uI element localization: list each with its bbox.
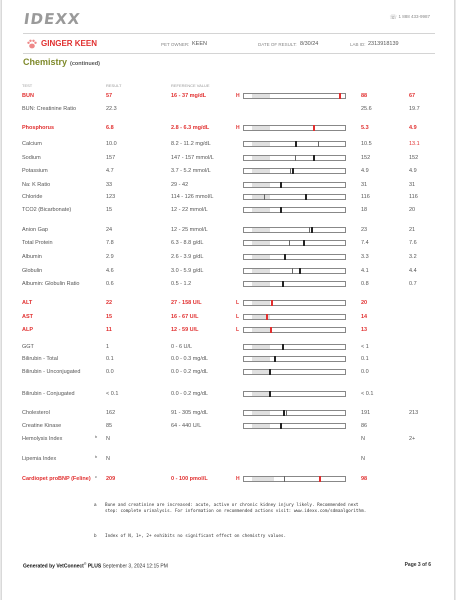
reference-range: 29 - 42 <box>171 182 189 188</box>
reference-range: 0.0 - 0.2 mg/dL <box>171 391 208 397</box>
previous-tick <box>318 141 319 147</box>
previous-result-1: 23 <box>361 227 368 233</box>
test-name: Calcium <box>22 141 42 147</box>
paw-icon <box>26 38 38 50</box>
result-value: 10.0 <box>106 141 117 147</box>
previous-result-1: 18 <box>361 207 368 213</box>
result-value: 7.8 <box>106 240 114 246</box>
result-marker <box>270 327 272 333</box>
lab-id: 2313918139 <box>368 41 399 47</box>
test-name: BUN <box>22 93 34 99</box>
result-marker <box>303 240 305 246</box>
test-name: AST <box>22 314 33 320</box>
previous-result-1: 98 <box>361 476 368 482</box>
result-value: 0.1 <box>106 356 114 362</box>
previous-result-2: 4.9 <box>409 168 417 174</box>
test-name: Potassium <box>22 168 48 174</box>
test-name: Creatine Kinase <box>22 423 62 429</box>
flag-indicator: H <box>236 476 240 482</box>
date-label: DATE OF RESULT: <box>258 42 297 47</box>
test-name: Cardiopet proBNP (Feline) <box>22 476 91 482</box>
range-bar <box>243 281 346 287</box>
result-value: 157 <box>106 155 116 161</box>
phone-icon: ☏ <box>389 15 397 21</box>
reference-range: 0 - 100 pmol/L <box>171 476 208 482</box>
result-marker <box>280 182 282 188</box>
test-name: Bilirubin - Conjugated <box>22 391 75 397</box>
range-shade <box>252 142 270 146</box>
flag-indicator: L <box>236 327 240 333</box>
range-bar <box>243 410 346 416</box>
reference-range: 8.2 - 11.2 mg/dL <box>171 141 211 147</box>
result-marker <box>269 369 271 375</box>
reference-range: 12 - 22 mmol/L <box>171 207 208 213</box>
result-value: < 0.1 <box>106 391 119 397</box>
reference-range: 16 - 67 U/L <box>171 314 199 320</box>
previous-result-1: 13 <box>361 327 368 333</box>
report-page <box>1 0 455 600</box>
result-value: 15 <box>106 314 113 320</box>
previous-result-2: 2+ <box>409 436 416 442</box>
page-number: Page 3 of 6 <box>404 562 431 568</box>
previous-result-2: 213 <box>409 410 419 416</box>
result-marker <box>282 344 284 350</box>
result-value: 1 <box>106 344 110 350</box>
range-bar <box>243 391 346 397</box>
reference-range: 0.0 - 0.2 mg/dL <box>171 369 208 375</box>
range-bar <box>243 268 346 274</box>
previous-result-1: 0.8 <box>361 281 369 287</box>
previous-result-2: 19.7 <box>409 106 420 112</box>
result-marker <box>274 356 276 362</box>
result-marker <box>269 391 271 397</box>
range-shade <box>252 126 270 130</box>
reference-range: 16 - 37 mg/dL <box>171 93 207 99</box>
phone-number: ☏1 888 433-9987 <box>389 14 430 21</box>
previous-result-2: 21 <box>409 227 416 233</box>
previous-tick <box>309 227 310 233</box>
range-shade <box>252 169 270 173</box>
previous-result-1: 0.1 <box>361 356 369 362</box>
range-shade <box>252 241 270 245</box>
reference-range: 0.0 - 0.3 mg/dL <box>171 356 208 362</box>
result-marker <box>292 168 294 174</box>
range-shade <box>252 477 274 481</box>
previous-result-1: N <box>361 436 365 442</box>
previous-result-2: 67 <box>409 93 416 99</box>
reference-range: 0 - 6 U/L <box>171 344 193 350</box>
result-value: 24 <box>106 227 113 233</box>
previous-result-2: 31 <box>409 182 416 188</box>
previous-tick <box>290 168 291 174</box>
previous-result-2: 4.4 <box>409 268 417 274</box>
previous-result-2: 4.9 <box>409 125 417 131</box>
range-bar <box>243 168 346 174</box>
range-bar <box>243 327 346 333</box>
previous-result-1: 7.4 <box>361 240 369 246</box>
range-bar <box>243 207 346 213</box>
previous-result-1: 25.6 <box>361 106 372 112</box>
result-marker <box>280 423 282 429</box>
result-value: 0.6 <box>106 281 114 287</box>
result-value: 162 <box>106 410 116 416</box>
test-name: Bilirubin - Unconjugated <box>22 369 81 375</box>
result-marker <box>305 194 307 200</box>
previous-result-1: 20 <box>361 300 368 306</box>
test-name: Albumin: Globulin Ratio <box>22 281 80 287</box>
previous-result-2: 20 <box>409 207 416 213</box>
previous-result-1: 14 <box>361 314 368 320</box>
result-value: 11 <box>106 327 112 333</box>
reference-range: 27 - 158 U/L <box>171 300 202 306</box>
range-bar <box>243 194 346 200</box>
reference-range: 114 - 126 mmol/L <box>171 194 214 200</box>
range-shade <box>252 94 270 98</box>
range-bar <box>243 182 346 188</box>
range-bar <box>243 300 346 306</box>
range-shade <box>252 255 270 259</box>
result-value: 6.8 <box>106 125 114 131</box>
result-value: 85 <box>106 423 113 429</box>
range-bar <box>243 314 346 320</box>
range-bar <box>243 227 346 233</box>
test-name: GGT <box>22 344 34 350</box>
previous-result-1: 86 <box>361 423 368 429</box>
result-value: 4.7 <box>106 168 114 174</box>
result-marker <box>295 141 297 147</box>
previous-result-1: < 1 <box>361 344 369 350</box>
test-name: Globulin <box>22 268 43 274</box>
test-name: Sodium <box>22 155 41 161</box>
result-marker <box>280 207 282 213</box>
test-name: Hemolysis Index <box>22 436 63 442</box>
result-value: 57 <box>106 93 113 99</box>
range-shade <box>252 392 270 396</box>
previous-result-1: N <box>361 456 365 462</box>
flag-indicator: L <box>236 314 240 320</box>
range-bar <box>243 369 346 375</box>
test-name: Chloride <box>22 194 43 200</box>
result-value: 209 <box>106 476 116 482</box>
reference-range: 12 - 59 U/L <box>171 327 199 333</box>
test-name: Phosphorus <box>22 125 55 131</box>
result-marker <box>266 314 268 320</box>
previous-result-1: 152 <box>361 155 371 161</box>
reference-range: 147 - 157 mmol/L <box>171 155 214 161</box>
flag-indicator: L <box>236 300 240 306</box>
result-value: N <box>106 436 110 442</box>
reference-range: 3.7 - 5.2 mmol/L <box>171 168 211 174</box>
test-name: TCO2 (Bicarbonate) <box>22 207 72 213</box>
range-bar <box>243 423 346 429</box>
range-shade <box>252 228 270 232</box>
footnote-marker: c <box>95 474 97 479</box>
previous-result-1: 191 <box>361 410 371 416</box>
result-marker <box>313 125 315 131</box>
result-marker <box>299 268 301 274</box>
flag-indicator: H <box>236 93 240 99</box>
range-bar <box>243 125 346 131</box>
patient-header <box>23 33 435 54</box>
result-value: 22 <box>106 300 113 306</box>
footnote-label: a <box>94 502 97 507</box>
result-value: 0.0 <box>106 369 114 375</box>
range-shade <box>252 195 270 199</box>
range-shade <box>252 301 270 305</box>
test-name: BUN: Creatinine Ratio <box>22 106 77 112</box>
reference-range: 2.8 - 6.3 mg/dL <box>171 125 210 131</box>
test-name: ALT <box>22 300 33 306</box>
reference-range: 6.3 - 8.8 g/dL <box>171 240 204 246</box>
result-marker <box>282 281 284 287</box>
patient-name: GINGER KEEN <box>41 39 98 48</box>
footnote-text: Index of N, 1+, 2+ exhibits no significant effect on chemistry values. <box>105 534 287 539</box>
range-bar <box>243 476 346 482</box>
footnote-label: b <box>94 533 97 538</box>
previous-tick <box>286 410 287 416</box>
range-shade <box>252 208 270 212</box>
col-reference: REFERENCE VALUE <box>171 83 210 88</box>
previous-result-1: 31 <box>361 182 368 188</box>
previous-result-1: 88 <box>361 93 368 99</box>
result-marker <box>319 476 321 482</box>
reference-range: 12 - 25 mmol/L <box>171 227 208 233</box>
flag-indicator: H <box>236 125 240 131</box>
previous-result-1: 116 <box>361 194 370 200</box>
previous-result-1: 4.9 <box>361 168 369 174</box>
previous-tick <box>292 268 293 274</box>
range-bar <box>243 240 346 246</box>
range-shade <box>252 424 270 428</box>
previous-result-1: 3.3 <box>361 254 369 260</box>
test-name: Lipemia Index <box>22 456 57 462</box>
footer-generated: Generated by VetConnect® PLUS September 3, 2024 12:15 PM <box>23 562 168 570</box>
test-name: Cholesterol <box>22 410 50 416</box>
range-bar <box>243 356 346 362</box>
previous-result-1: 0.0 <box>361 369 369 375</box>
test-name: Bilirubin - Total <box>22 356 58 362</box>
range-shade <box>252 156 270 160</box>
range-bar <box>243 254 346 260</box>
result-marker <box>311 227 313 233</box>
range-bar <box>243 344 346 350</box>
previous-result-1: 10.5 <box>361 141 372 147</box>
range-shade <box>252 370 270 374</box>
section-title: Chemistry (continued) <box>23 57 100 67</box>
range-bar <box>243 155 346 161</box>
result-value: 4.6 <box>106 268 114 274</box>
previous-tick <box>264 194 265 200</box>
previous-result-2: 116 <box>409 194 418 200</box>
result-value: 123 <box>106 194 116 200</box>
previous-tick <box>284 476 285 482</box>
result-date: 8/30/24 <box>300 41 319 47</box>
previous-tick <box>295 155 296 161</box>
result-marker <box>283 410 285 416</box>
result-value: 15 <box>106 207 113 213</box>
lab-id-label: LAB ID: <box>350 42 366 47</box>
range-bar <box>243 93 346 99</box>
range-shade <box>252 328 270 332</box>
result-marker <box>271 300 273 306</box>
previous-tick <box>289 240 290 246</box>
range-bar <box>243 141 346 147</box>
result-marker <box>313 155 315 161</box>
footnote-text: Bune and creatinine are increased: acute, active or chronic kidney injury likely. Recommended next step: complete urinalysis. For information on recommended actions visit: www.idexx.com/sdmaalgorithm. <box>105 503 367 514</box>
result-value: 22.3 <box>106 106 117 112</box>
col-result: RESULT <box>106 83 122 88</box>
previous-result-1: 4.1 <box>361 268 369 274</box>
previous-result-2: 0.7 <box>409 281 417 287</box>
result-value: N <box>106 456 110 462</box>
test-name: Total Protein <box>22 240 53 246</box>
idexx-logo: IDEXX <box>22 10 82 28</box>
owner-label: PET OWNER: <box>161 42 190 47</box>
previous-result-2: 13.1 <box>409 141 420 147</box>
previous-result-1: 5.3 <box>361 125 369 131</box>
footnote-marker: b <box>95 454 98 459</box>
range-shade <box>252 357 270 361</box>
reference-range: 91 - 305 mg/dL <box>171 410 208 416</box>
reference-range: 0.5 - 1.2 <box>171 281 192 287</box>
range-shade <box>252 345 270 349</box>
result-value: 2.9 <box>106 254 114 260</box>
range-shade <box>252 411 270 415</box>
previous-result-2: 3.2 <box>409 254 417 260</box>
reference-range: 3.0 - 5.9 g/dL <box>171 268 204 274</box>
range-shade <box>252 183 270 187</box>
owner-name: KEEN <box>192 41 207 47</box>
previous-result-1: < 0.1 <box>361 391 374 397</box>
reference-range: 2.6 - 3.9 g/dL <box>171 254 204 260</box>
previous-result-2: 7.6 <box>409 240 417 246</box>
range-shade <box>252 282 270 286</box>
test-name: Albumin <box>22 254 42 260</box>
col-test: TEST <box>22 83 33 88</box>
test-name: Na: K Ratio <box>22 182 51 188</box>
test-name: Anion Gap <box>22 227 48 233</box>
result-marker <box>339 93 341 99</box>
footnote-marker: b <box>95 434 98 439</box>
test-name: ALP <box>22 327 33 333</box>
reference-range: 64 - 440 U/L <box>171 423 202 429</box>
previous-result-2: 152 <box>409 155 419 161</box>
result-value: 33 <box>106 182 113 188</box>
range-shade <box>252 269 270 273</box>
result-marker <box>284 254 286 260</box>
